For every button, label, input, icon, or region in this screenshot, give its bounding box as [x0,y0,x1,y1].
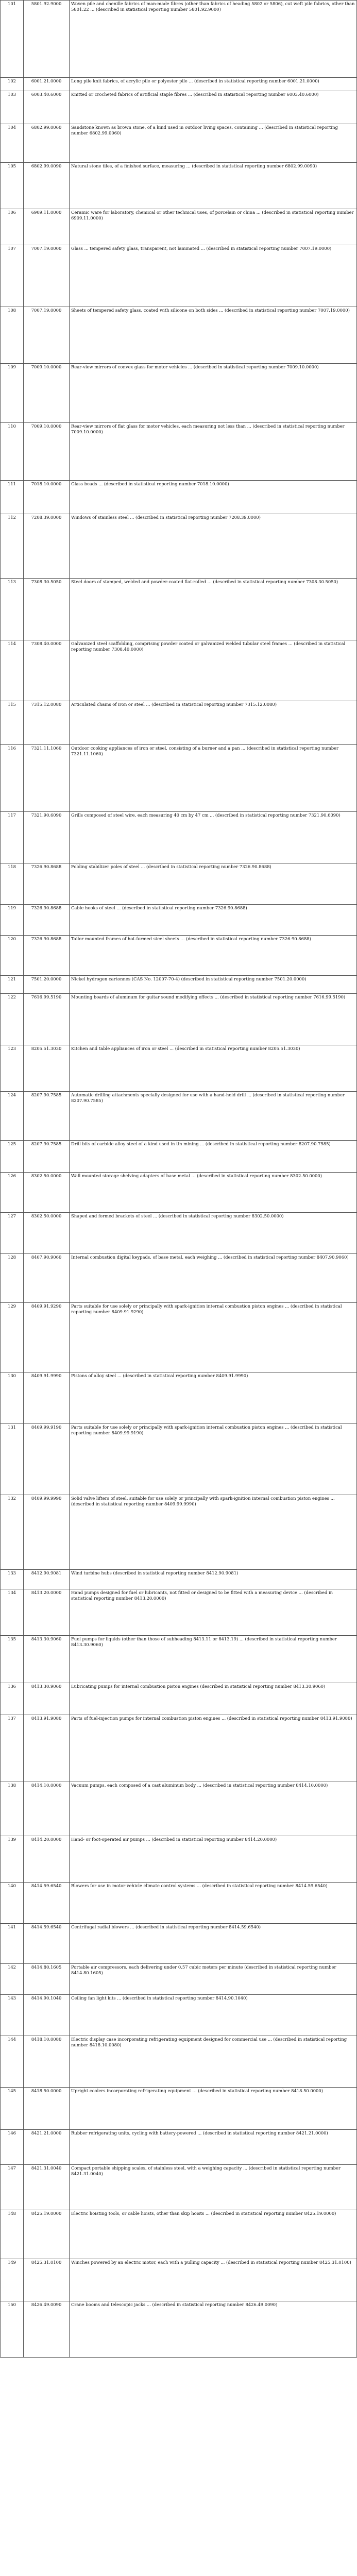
table-row [1,640,357,701]
heading-code: 8302.50.0000 [24,1213,70,1254]
table-row [1,1836,357,1883]
heading-code: 7501.20.0000 [24,976,70,994]
item-number: 133 [1,1570,24,1589]
article-description: Parts suitable for use solely or principally with spark-ignition internal combustion piston engines ... (described in statistical reporting number 8409.99.9190) [70,1424,357,1495]
item-number: 148 [1,2210,24,2259]
heading-code: 7321.11.1060 [24,745,70,812]
article-description: Nickel hydrogen cartonnes (CAS No. 12007-70-4) (described in statistical reporting number 7501.20.0000) [70,976,357,994]
item-number: 102 [1,78,24,91]
table-row [1,1883,357,1924]
heading-code: 8425.31.0100 [24,2259,70,2301]
article-description: Grills composed of steel wire, each measuring 40 cm by 47 cm ... (described in statistical reporting number 7321.90.6090) [70,812,357,863]
item-number: 147 [1,2165,24,2210]
article-description: Galvanized steel scaffolding, comprising powder coated or galvanized welded tubular steel frames ... (described in statistical reporting number 7308.40.0000) [70,640,357,701]
heading-code: 8207.90.7585 [24,1092,70,1141]
heading-code: 8413.91.9080 [24,1715,70,1782]
item-number: 112 [1,514,24,579]
item-number: 125 [1,1141,24,1173]
heading-code: 8413.20.0000 [24,1589,70,1636]
heading-code: 7315.12.0080 [24,701,70,745]
item-number: 110 [1,423,24,481]
item-number: 109 [1,364,24,423]
article-description: Cable hooks of steel ... (described in statistical reporting number 7326.90.8688) [70,905,357,936]
article-description: Hand- or foot-operated air pumps ... (described in statistical reporting number 8414.20.0000) [70,1836,357,1883]
item-number: 116 [1,745,24,812]
table-row [1,1424,357,1495]
table-row [1,245,357,307]
article-description: Drill bits of carbide alloy steel of a kind used in tin mining ... (described in statistical reporting number 8207.90.7585) [70,1141,357,1173]
article-description: Kitchen and table appliances of iron or steel ... (described in statistical reporting number 8205.51.3030) [70,1045,357,1092]
article-description: Parts of fuel-injection pumps for internal combustion piston engines ... (described in statistical reporting number 8413.91.9080) [70,1715,357,1782]
item-number: 128 [1,1254,24,1303]
heading-code: 7308.30.5050 [24,579,70,640]
heading-code: 8414.59.6540 [24,1924,70,1964]
table-row [1,1213,357,1254]
table-row [1,1495,357,1570]
article-description: Ceiling fan light kits ... (described in statistical reporting number 8414.90.1040) [70,1995,357,2036]
heading-code: 8409.99.9190 [24,1424,70,1495]
item-number: 129 [1,1303,24,1372]
item-number: 136 [1,1683,24,1715]
article-description: Electric hoisting tools, or cable hoists, other than skip hoists ... (described in statistical reporting number 8425.19.0000) [70,2210,357,2259]
table-row [1,1782,357,1836]
heading-code: 8421.31.0040 [24,2165,70,2210]
item-number: 141 [1,1924,24,1964]
item-number: 108 [1,307,24,364]
item-number: 139 [1,1836,24,1883]
heading-code: 8426.49.0090 [24,2301,70,2358]
table-row [1,976,357,994]
table-row [1,307,357,364]
heading-code: 8418.10.0080 [24,2036,70,2088]
table-row [1,1,357,78]
heading-code: 7007.19.0000 [24,245,70,307]
table-row [1,423,357,481]
article-description: Solid valve lifters of steel, suitable for use solely or principally with spark-ignition internal combustion piston engines ... (described in statistical reporting number 8409.99.9990) [70,1495,357,1570]
article-description: Outdoor cooking appliances of iron or steel, consisting of a burner and a pan ... (described in statistical reporting number 7321.11.1060) [70,745,357,812]
article-description: Glass beads ... (described in statistical reporting number 7018.10.0000) [70,481,357,514]
table-row [1,1589,357,1636]
article-description: Pistons of alloy steel ... (described in statistical reporting number 8409.91.9990) [70,1372,357,1424]
table-row [1,1372,357,1424]
article-description: Articulated chains of iron or steel ... (described in statistical reporting number 7315.12.0080) [70,701,357,745]
article-description: Mounting boards of aluminum for guitar sound modifying effects ... (described in statistical reporting number 7616.99.5190) [70,994,357,1045]
item-number: 150 [1,2301,24,2358]
article-description: Rear-view mirrors of flat glass for motor vehicles, each measuring not less than ... (described in statistical reporting number 7009.10.0000) [70,423,357,481]
article-description: Folding stabilizer poles of steel ... (described in statistical reporting number 7326.90.8688) [70,863,357,905]
table-row [1,936,357,976]
article-description: Crane booms and telescopic jacks ... (described in statistical reporting number 8426.49.0090) [70,2301,357,2358]
article-description: Upright coolers incorporating refrigerating equipment ... (described in statistical reporting number 8418.50.0000) [70,2088,357,2130]
table-row [1,1141,357,1173]
table-row [1,812,357,863]
article-description: Centrifugal radial blowers ... (described in statistical reporting number 8414.59.6540) [70,1924,357,1964]
item-number: 143 [1,1995,24,2036]
table-row [1,1092,357,1141]
article-description: Woven pile and chenille fabrics of man-made fibres (other than fabrics of heading 5802 or 5806), cut weft pile fabrics, other than 5801.22 ... (described in statistical reporting number 5801.92.9000) [70,1,357,78]
heading-code: 7007.19.0000 [24,307,70,364]
article-description: Natural stone tiles, of a finished surface, measuring ... (described in statistical reporting number 6802.99.0090) [70,163,357,209]
article-description: Portable air compressors, each delivering under 0.57 cubic meters per minute (described in statistical reporting number 8414.80.1605) [70,1964,357,1995]
heading-code: 8302.50.0000 [24,1173,70,1213]
heading-code: 6909.11.0000 [24,209,70,245]
article-description: Lubricating pumps for internal combustion piston engines (described in statistical reporting number 8413.30.9060) [70,1683,357,1715]
item-number: 107 [1,245,24,307]
article-description: Windows of stainless steel ... (described in statistical reporting number 7208.39.0000) [70,514,357,579]
heading-code: 8425.19.0000 [24,2210,70,2259]
article-description: Rear-view mirrors of convex glass for motor vehicles ... (described in statistical reporting number 7009.10.0000) [70,364,357,423]
article-description: Vacuum pumps, each composed of a cast aluminum body ... (described in statistical reporting number 8414.10.0000) [70,1782,357,1836]
article-description: Ceramic ware for laboratory, chemical or other technical uses, of porcelain or china ... (described in statistical reporting number 6909.11.0000) [70,209,357,245]
article-description: Parts suitable for use solely or principally with spark-ignition internal combustion piston engines ... (described in statistical reporting number 8409.91.9290) [70,1303,357,1372]
table-row [1,2088,357,2130]
article-description: Wind turbine hubs (described in statistical reporting number 8412.90.9081) [70,1570,357,1589]
item-number: 117 [1,812,24,863]
article-description: Long pile knit fabrics, of acrylic pile or polyester pile ... (described in statistical reporting number 6001.21.0000) [70,78,357,91]
heading-code: 8414.59.6540 [24,1883,70,1924]
heading-code: 8205.51.3030 [24,1045,70,1092]
heading-code: 8414.80.1605 [24,1964,70,1995]
article-description: Internal combustion digital keypads, of base metal, each weighing ... (described in statistical reporting number 8407.90.9060) [70,1254,357,1303]
item-number: 124 [1,1092,24,1141]
heading-code: 8409.91.9290 [24,1303,70,1372]
table-row [1,701,357,745]
item-number: 122 [1,994,24,1045]
table-row [1,514,357,579]
heading-code: 8418.50.0000 [24,2088,70,2130]
heading-code: 7321.90.6090 [24,812,70,863]
item-number: 118 [1,863,24,905]
article-description: Tailor mounted frames of hot-formed steel sheets ... (described in statistical reporting number 7326.90.8688) [70,936,357,976]
heading-code: 7616.99.5190 [24,994,70,1045]
article-description: Sheets of tempered safety glass, coated with silicone on both sides ... (described in statistical reporting number 7007.19.0000) [70,307,357,364]
table-row [1,2036,357,2088]
item-number: 127 [1,1213,24,1254]
heading-code: 7326.90.8688 [24,905,70,936]
item-number: 111 [1,481,24,514]
item-number: 115 [1,701,24,745]
item-number: 120 [1,936,24,976]
table-row [1,905,357,936]
table-row [1,1924,357,1964]
table-row [1,579,357,640]
article-description: Fuel pumps for liquids (other than those of subheading 8413.11 or 8413.19) ... (described in statistical reporting number 8413.30.9060) [70,1636,357,1683]
heading-code: 6802.99.0090 [24,163,70,209]
heading-code: 8414.20.0000 [24,1836,70,1883]
heading-code: 6003.40.6000 [24,91,70,124]
table-row [1,1303,357,1372]
heading-code: 6802.99.0060 [24,124,70,163]
table-row [1,863,357,905]
heading-code: 7308.40.0000 [24,640,70,701]
table-row [1,1254,357,1303]
table-row [1,209,357,245]
table-row [1,2130,357,2165]
item-number: 142 [1,1964,24,1995]
table-row [1,2165,357,2210]
item-number: 149 [1,2259,24,2301]
article-description: Wall mounted storage shelving adapters of base metal ... (described in statistical reporting number 8302.50.0000) [70,1173,357,1213]
item-number: 105 [1,163,24,209]
item-number: 138 [1,1782,24,1836]
heading-code: 8409.99.9990 [24,1495,70,1570]
article-description: Automatic drilling attachments specially designed for use with a hand-held drill ... (described in statistical reporting number 8207.90.7585) [70,1092,357,1141]
article-description: Knitted or crocheted fabrics of artificial staple fibres ... (described in statistical reporting number 6003.40.6000) [70,91,357,124]
heading-code: 7009.10.0000 [24,423,70,481]
item-number: 137 [1,1715,24,1782]
table-row [1,2301,357,2358]
heading-code: 6001.21.0000 [24,78,70,91]
table-row [1,1995,357,2036]
item-number: 114 [1,640,24,701]
heading-code: 8409.91.9990 [24,1372,70,1424]
item-number: 131 [1,1424,24,1495]
heading-code: 7208.39.0000 [24,514,70,579]
article-description: Compact portable shipping scales, of stainless steel, with a weighing capacity ... (described in statistical reporting number 8421.31.0040) [70,2165,357,2210]
item-number: 126 [1,1173,24,1213]
heading-code: 7326.90.8688 [24,936,70,976]
article-description: Shaped and formed brackets of steel ... (described in statistical reporting number 8302.50.0000) [70,1213,357,1254]
heading-code: 7018.10.0000 [24,481,70,514]
item-number: 101 [1,1,24,78]
article-description: Glass ... tempered safety glass, transparent, not laminated ... (described in statistical reporting number 7007.19.0000) [70,245,357,307]
item-number: 146 [1,2130,24,2165]
item-number: 119 [1,905,24,936]
item-number: 123 [1,1045,24,1092]
table-row [1,1964,357,1995]
heading-code: 7326.90.8688 [24,863,70,905]
item-number: 104 [1,124,24,163]
item-number: 135 [1,1636,24,1683]
item-number: 113 [1,579,24,640]
item-number: 144 [1,2036,24,2088]
heading-code: 8412.90.9081 [24,1570,70,1589]
article-description: Hand pumps designed for fuel or lubricants, not fitted or designed to be fitted with a measuring device ... (described in statistical reporting number 8413.20.0000) [70,1589,357,1636]
table-row [1,1173,357,1213]
article-description: Sandstone known as brown stone, of a kind used in outdoor living spaces, containing ... (described in statistical reporting number 6802.99.0060) [70,124,357,163]
item-number: 132 [1,1495,24,1570]
article-description: Steel doors of stamped, welded and powder-coated flat-rolled ... (described in statistical reporting number 7308.30.5050) [70,579,357,640]
item-number: 145 [1,2088,24,2130]
heading-code: 5801.92.9000 [24,1,70,78]
table-row [1,163,357,209]
table-row [1,2210,357,2259]
heading-code: 8414.90.1040 [24,1995,70,2036]
table-row [1,745,357,812]
table-row [1,1570,357,1589]
table-row [1,1683,357,1715]
item-number: 140 [1,1883,24,1924]
article-description: Electric display case incorporating refrigerating equipment designed for commercial use ... (described in statistical reporting number 8418.10.0080) [70,2036,357,2088]
heading-code: 8207.90.7585 [24,1141,70,1173]
heading-code: 8413.30.9060 [24,1683,70,1715]
table-row [1,481,357,514]
item-number: 130 [1,1372,24,1424]
table-row [1,124,357,163]
table-row [1,91,357,124]
article-description: Blowers for use in motor vehicle climate control systems ... (described in statistical reporting number 8414.59.6540) [70,1883,357,1924]
heading-code: 8413.30.9060 [24,1636,70,1683]
table-row [1,78,357,91]
provisions-table-body [1,1,357,2358]
article-description: Winches powered by an electric motor, each with a pulling capacity ... (described in statistical reporting number 8425.31.0100) [70,2259,357,2301]
table-row [1,994,357,1045]
item-number: 103 [1,91,24,124]
table-row [1,364,357,423]
table-row [1,1045,357,1092]
heading-code: 8414.10.0000 [24,1782,70,1836]
heading-code: 7009.10.0000 [24,364,70,423]
article-description: Rubber refrigerating units, cycling with battery-powered ... (described in statistical reporting number 8421.21.0000) [70,2130,357,2165]
table-row [1,2259,357,2301]
heading-code: 8407.90.9060 [24,1254,70,1303]
heading-code: 8421.21.0000 [24,2130,70,2165]
table-row [1,1636,357,1683]
item-number: 134 [1,1589,24,1636]
table-row [1,1715,357,1782]
item-number: 106 [1,209,24,245]
item-number: 121 [1,976,24,994]
